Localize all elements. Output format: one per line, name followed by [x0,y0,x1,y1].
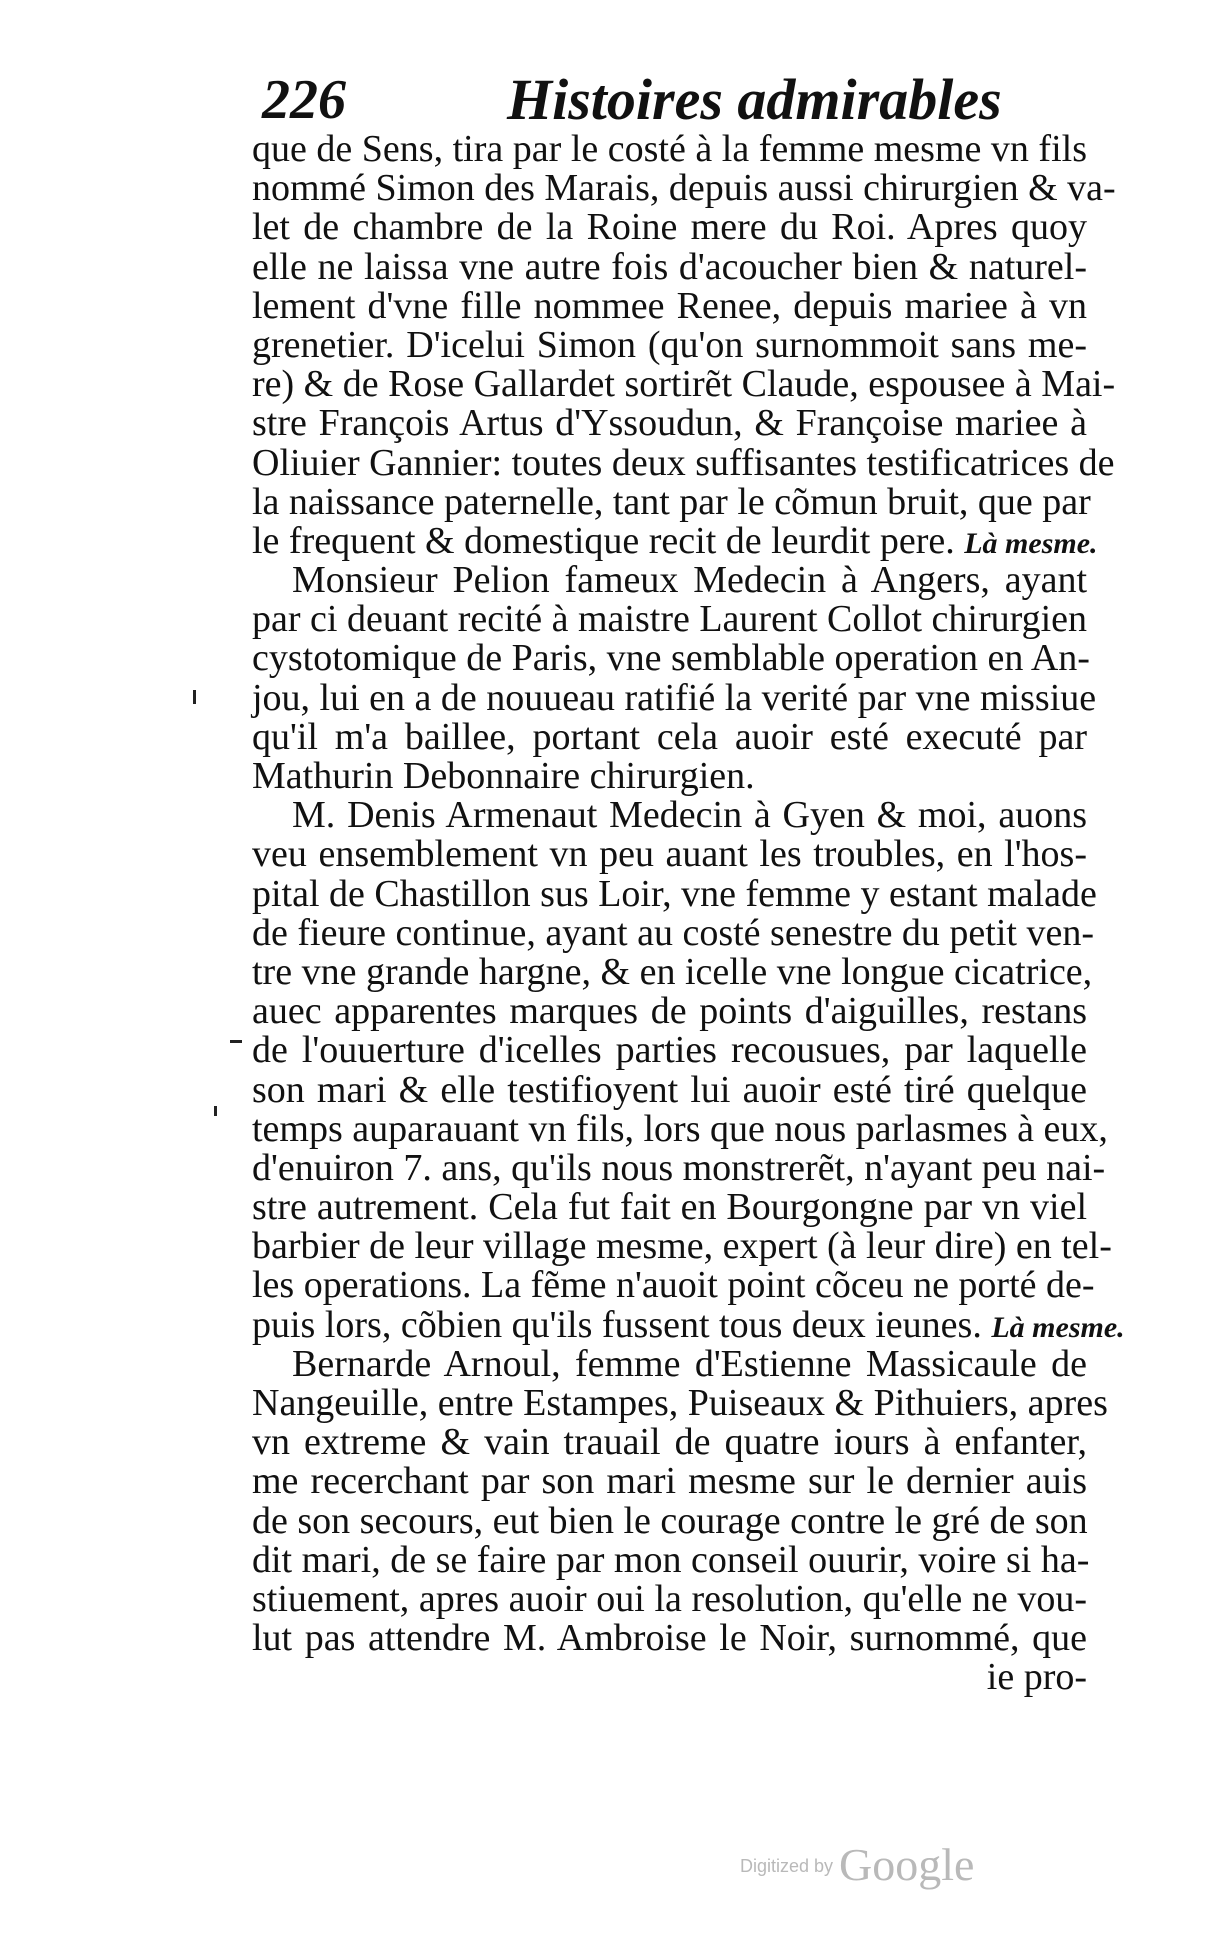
ink-speck [230,1040,242,1043]
text-line: stiuement, apres auoir oui la resolution, qu'elle ne vou- [252,1577,1087,1620]
text-line-with-note [252,1303,1125,1346]
text-line: Mathurin Debonnaire chirurgien. [252,755,755,797]
text-line: auec apparentes marques de points d'aiguilles, restans [252,990,1087,1033]
text-line: barbier de leur village mesme, expert (à leur dire) en tel- [252,1225,1112,1268]
text-line: dit mari, de se faire par mon conseil ouurir, voire si ha- [252,1538,1090,1581]
margin-note: Là mesme. [991,1310,1125,1344]
text-line: les operations. La fẽme n'auoit point cõceu ne porté de- [252,1264,1095,1307]
running-title: Histoires admirables [507,67,1002,132]
text-line: let de chambre de la Roine mere du Roi. Apres quoy [252,206,1087,249]
text-line: lement d'vne fille nommee Renee, depuis mariee à vn [252,284,1087,327]
text-line-with-note [252,519,1098,562]
text-line: puis lors, cõbien qu'ils fussent tous deux ieunes. [252,1303,982,1346]
text-line: que de Sens, tira par le costé à la femme mesme vn fils [252,128,1087,170]
text-line: Nangeuille, entre Estampes, Puiseaux & Pithuiers, apres [252,1382,1108,1424]
text-line: jou, lui en a de nouueau ratifié la verité par vne missiue [252,676,1097,719]
text-line: nommé Simon des Marais, depuis aussi chirurgien & va- [252,167,1116,210]
text-line: vn extreme & vain trauail de quatre iours à enfanter, [252,1421,1087,1464]
text-line: Oliuier Gannier: toutes deux suffisantes testificatrices de [252,441,1115,484]
catchword: ie pro- [986,1656,1087,1699]
text-line: tre vne grande hargne, & en icelle vne longue cicatrice, [252,950,1093,993]
page-header [262,68,1082,132]
text-line: lut pas attendre M. Ambroise le Noir, surnommé, que [252,1617,1087,1660]
page-number: 226 [262,69,346,131]
text-line: cystotomique de Paris, vne semblable operation en An- [252,637,1090,680]
paragraph-start: M. Denis Armenaut Medecin à Gyen & moi, auons [292,794,1087,837]
text-line: temps auparauant vn fils, lors que nous parlasmes à eux, [252,1107,1108,1150]
text-line: par ci deuant recité à maistre Laurent Collot chirurgien [252,598,1087,641]
text-line: me recerchant par son mari mesme sur le dernier auis [252,1460,1087,1503]
text-line: de l'ouuerture d'icelles parties recousues, par laquelle [252,1029,1087,1072]
text-line: de fieure continue, ayant au costé senestre du petit ven- [252,911,1094,954]
ink-speck [193,690,196,704]
google-logo: Google [839,1839,975,1890]
text-line: elle ne laissa vne autre fois d'acoucher bien & naturel- [252,245,1087,288]
body-text [252,128,1125,1699]
text-line: veu ensemblement vn peu auant les troubles, en l'hos- [252,833,1087,876]
text-line: de son secours, eut bien le courage contre le gré de son [252,1499,1088,1542]
ink-speck [214,1106,217,1116]
text-line: la naissance paternelle, tant par le cõmun bruit, que par [252,480,1091,523]
paragraph-start: Bernarde Arnoul, femme d'Estienne Massicaule de [292,1342,1087,1385]
margin-note: Là mesme. [964,526,1098,560]
text-line: pital de Chastillon sus Loir, vne femme y estant malade [252,872,1097,915]
text-line: son mari & elle testifioyent lui auoir esté tiré quelque [252,1068,1087,1111]
text-line: re) & de Rose Gallardet sortirẽt Claude, espousee à Mai- [252,363,1116,406]
text-line: stre autrement. Cela fut fait en Bourgongne par vn viel [252,1186,1087,1229]
text-line: d'enuiron 7. ans, qu'ils nous monstrerẽt, n'ayant peu nai- [252,1146,1106,1189]
digitized-watermark [740,1838,974,1898]
text-line: qu'il m'a baillee, portant cela auoir esté executé par [252,715,1087,758]
text-line: grenetier. D'icelui Simon (qu'on surnommoit sans me- [252,323,1087,366]
text-line: le frequent & domestique recit de leurdit pere. [252,519,955,562]
paragraph-start: Monsieur Pelion fameux Medecin à Angers, ayant [292,559,1087,602]
watermark-prefix: Digitized by [740,1856,834,1876]
text-line: stre François Artus d'Yssoudun, & Françoise mariee à [252,402,1087,445]
